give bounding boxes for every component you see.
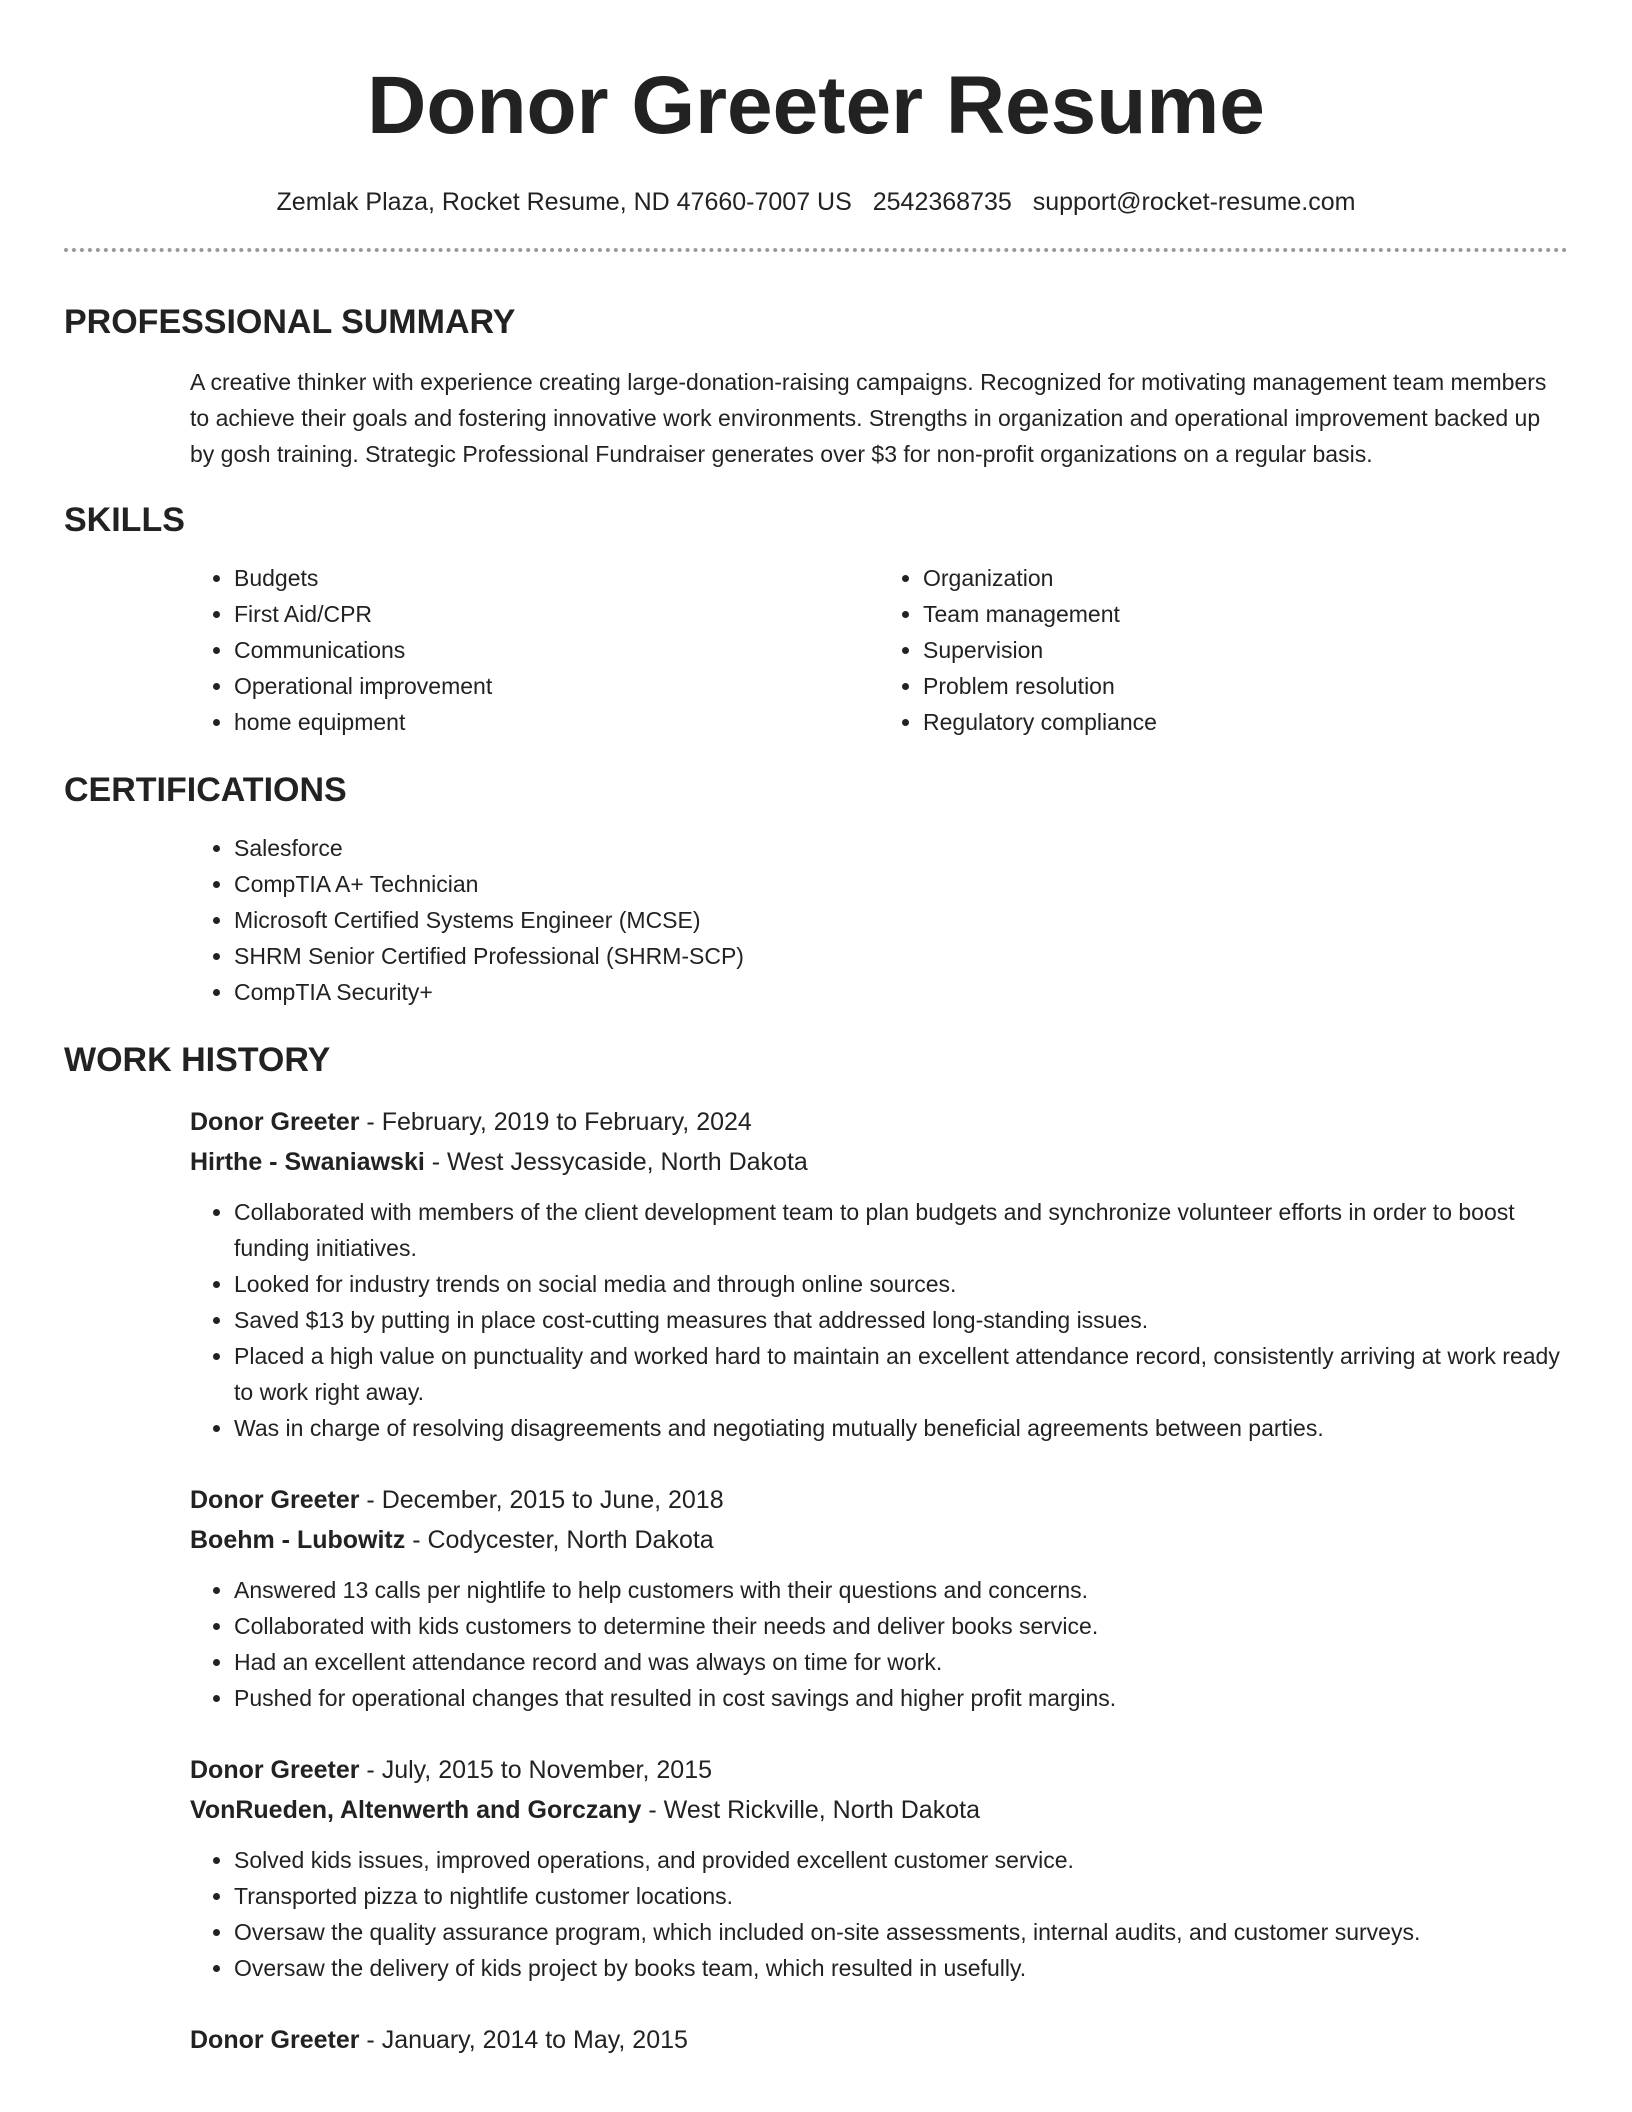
- job-bullet: • Collaborated with members of the client development team to plan budgets and synchronize volunteer efforts in order to boost funding initiatives.: [234, 1194, 1568, 1266]
- job-title-line: [190, 2020, 1568, 2060]
- job-dates: - July, 2015 to November, 2015: [359, 1756, 712, 1784]
- skill-item: • Supervision: [923, 632, 1568, 668]
- page-title: Donor Greeter Resume: [367, 60, 1265, 151]
- contact-email: support@rocket-resume.com: [1032, 188, 1356, 216]
- certification-item: • CompTIA A+ Technician: [234, 866, 1568, 902]
- certification-item: • SHRM Senior Certified Professional (SHRM-SCP): [234, 938, 1568, 974]
- job-bullet: • Oversaw the quality assurance program, which included on-site assessments, internal audits, and customer surveys.: [234, 1914, 1568, 1950]
- job-bullet: • Placed a high value on punctuality and worked hard to maintain an excellent attendance record, consistently arriving at work ready to work right away.: [234, 1338, 1568, 1410]
- header-divider: [64, 248, 1568, 252]
- job-bullet: • Saved $13 by putting in place cost-cutting measures that addressed long-standing issues.: [234, 1302, 1568, 1338]
- job-title: Donor Greeter: [190, 1108, 360, 1136]
- contact-phone: 2542368735: [872, 188, 1012, 216]
- job-dates: - January, 2014 to May, 2015: [359, 2026, 688, 2054]
- work-history-list: [190, 1102, 1568, 2060]
- job-bullet: • Collaborated with kids customers to determine their needs and deliver books service.: [234, 1608, 1568, 1644]
- certification-item: • Microsoft Certified Systems Engineer (MCSE): [234, 902, 1568, 938]
- job-bullet: • Had an excellent attendance record and was always on time for work.: [234, 1644, 1568, 1680]
- skill-item: • Team management: [923, 596, 1568, 632]
- contact-address: Zemlak Plaza, Rocket Resume, ND 47660-7007 US: [276, 188, 852, 216]
- job-company: Boehm - Lubowitz: [190, 1526, 406, 1554]
- job-bullets: [190, 1842, 1568, 1986]
- skills-heading: SKILLS: [64, 501, 185, 539]
- summary-heading: PROFESSIONAL SUMMARY: [64, 303, 516, 341]
- job-bullet: • Pushed for operational changes that resulted in cost savings and higher profit margins.: [234, 1680, 1568, 1716]
- job-entry: [190, 1480, 1568, 1716]
- job-title-line: [190, 1102, 1568, 1142]
- skill-item: • Regulatory compliance: [923, 704, 1568, 740]
- job-location: - West Jessycaside, North Dakota: [424, 1148, 808, 1176]
- job-title-line: [190, 1750, 1568, 1790]
- skill-item: • Communications: [234, 632, 879, 668]
- job-entry: [190, 1102, 1568, 1446]
- job-title: Donor Greeter: [190, 2026, 360, 2054]
- certification-item: • Salesforce: [234, 830, 1568, 866]
- skills-columns: [190, 560, 1568, 740]
- skill-item: • Operational improvement: [234, 668, 879, 704]
- job-bullets: [190, 1572, 1568, 1716]
- certifications-list: [190, 830, 1568, 1010]
- job-company-line: [190, 1520, 1568, 1560]
- job-bullet: • Solved kids issues, improved operations, and provided excellent customer service.: [234, 1842, 1568, 1878]
- job-bullet: • Transported pizza to nightlife customer locations.: [234, 1878, 1568, 1914]
- job-location: - West Rickville, North Dakota: [641, 1796, 980, 1824]
- summary-text: A creative thinker with experience creating large-donation-raising campaigns. Recognized for motivating management team members to achieve their goals and fostering innovative work environments. Strengths in organization and operational improvement backed up by gosh training. Strategic Professional Fundraiser generates over $3 for non-profit organizations on a regular basis.: [190, 369, 1547, 467]
- job-company-line: [190, 1142, 1568, 1182]
- contact-line: [64, 186, 1568, 218]
- job-title-line: [190, 1480, 1568, 1520]
- job-entry: [190, 2020, 1568, 2060]
- skill-item: • First Aid/CPR: [234, 596, 879, 632]
- skills-list-left: [190, 560, 879, 740]
- job-title: Donor Greeter: [190, 1756, 360, 1784]
- job-title: Donor Greeter: [190, 1486, 360, 1514]
- job-bullet: • Looked for industry trends on social media and through online sources.: [234, 1266, 1568, 1302]
- job-dates: - December, 2015 to June, 2018: [359, 1486, 724, 1514]
- job-company: Hirthe - Swaniawski: [190, 1148, 425, 1176]
- job-location: - Codycester, North Dakota: [405, 1526, 714, 1554]
- work-history-heading: WORK HISTORY: [64, 1041, 331, 1079]
- skill-item: • home equipment: [234, 704, 879, 740]
- job-company: VonRueden, Altenwerth and Gorczany: [190, 1796, 642, 1824]
- skill-item: • Organization: [923, 560, 1568, 596]
- job-dates: - February, 2019 to February, 2024: [359, 1108, 752, 1136]
- job-bullet: • Answered 13 calls per nightlife to help customers with their questions and concerns.: [234, 1572, 1568, 1608]
- job-company-line: [190, 1790, 1568, 1830]
- certifications-heading: CERTIFICATIONS: [64, 771, 347, 809]
- job-bullet: • Oversaw the delivery of kids project by books team, which resulted in usefully.: [234, 1950, 1568, 1986]
- job-entry: [190, 1750, 1568, 1986]
- job-bullets: [190, 1194, 1568, 1446]
- certification-item: • CompTIA Security+: [234, 974, 1568, 1010]
- skill-item: • Budgets: [234, 560, 879, 596]
- job-bullet: • Was in charge of resolving disagreements and negotiating mutually beneficial agreements between parties.: [234, 1410, 1568, 1446]
- skills-list-right: [879, 560, 1568, 740]
- skill-item: • Problem resolution: [923, 668, 1568, 704]
